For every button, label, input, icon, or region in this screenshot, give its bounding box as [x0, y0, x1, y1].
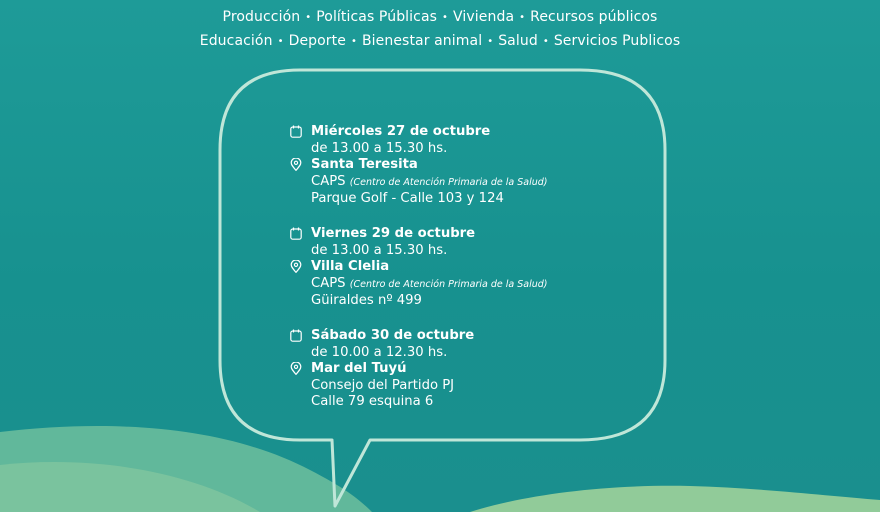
event-date: Viernes 29 de octubre	[311, 226, 476, 241]
calendar-icon	[290, 125, 302, 138]
event-3	[290, 328, 474, 411]
event-venue-note: (Centro de Atención Primaria de la Salud)	[349, 278, 548, 290]
event-venue-line	[290, 276, 548, 294]
event-address: Calle 79 esquina 6	[311, 394, 434, 409]
event-date: Sábado 30 de octubre	[311, 328, 475, 343]
event-place: Santa Teresita	[311, 157, 418, 172]
event-date-line	[290, 124, 548, 141]
event-venue-line	[290, 174, 548, 192]
event-address: Güiraldes nº 499	[311, 293, 422, 308]
topic-produccion: Producción	[222, 9, 301, 25]
topic-vivienda: Vivienda	[453, 9, 515, 25]
topic-separator: •	[542, 36, 549, 47]
event-place-line	[290, 259, 548, 276]
location-pin-icon	[290, 158, 302, 171]
event-time: de 13.00 a 15.30 hs.	[311, 140, 448, 156]
event-1	[290, 124, 548, 208]
calendar-icon	[290, 329, 302, 342]
topic-separator: •	[305, 12, 312, 23]
event-venue: CAPS	[311, 173, 346, 189]
event-place: Mar del Tuyú	[311, 361, 407, 376]
topic-separator: •	[487, 36, 494, 47]
event-2	[290, 226, 548, 310]
event-date-line	[290, 328, 474, 345]
topic-educacion: Educación	[199, 33, 273, 49]
event-date: Miércoles 27 de octubre	[311, 124, 491, 139]
event-venue: Consejo del Partido PJ	[311, 377, 455, 393]
event-address: Parque Golf - Calle 103 y 124	[311, 191, 504, 206]
topic-separator: •	[519, 12, 526, 23]
topic-servicios-publicos: Servicios Publicos	[553, 33, 681, 49]
event-place-line	[290, 157, 548, 174]
event-venue-note: (Centro de Atención Primaria de la Salud)	[349, 176, 548, 188]
topic-salud: Salud	[498, 33, 538, 49]
topic-separator: •	[442, 12, 449, 23]
topic-deporte: Deporte	[288, 33, 346, 49]
event-place: Villa Clelia	[311, 259, 390, 274]
location-pin-icon	[290, 362, 302, 375]
calendar-icon	[290, 227, 302, 240]
topic-politicas-publicas: Políticas Públicas	[316, 9, 438, 25]
topic-separator: •	[277, 36, 284, 47]
event-place-line	[290, 361, 474, 378]
event-time: de 10.00 a 12.30 hs.	[311, 344, 448, 360]
event-date-line	[290, 226, 548, 243]
location-pin-icon	[290, 260, 302, 273]
topic-bienestar-animal: Bienestar animal	[361, 33, 483, 49]
topic-recursos-publicos: Recursos públicos	[530, 9, 658, 25]
event-time: de 13.00 a 15.30 hs.	[311, 242, 448, 258]
event-venue: CAPS	[311, 275, 346, 291]
topic-separator: •	[350, 36, 357, 47]
